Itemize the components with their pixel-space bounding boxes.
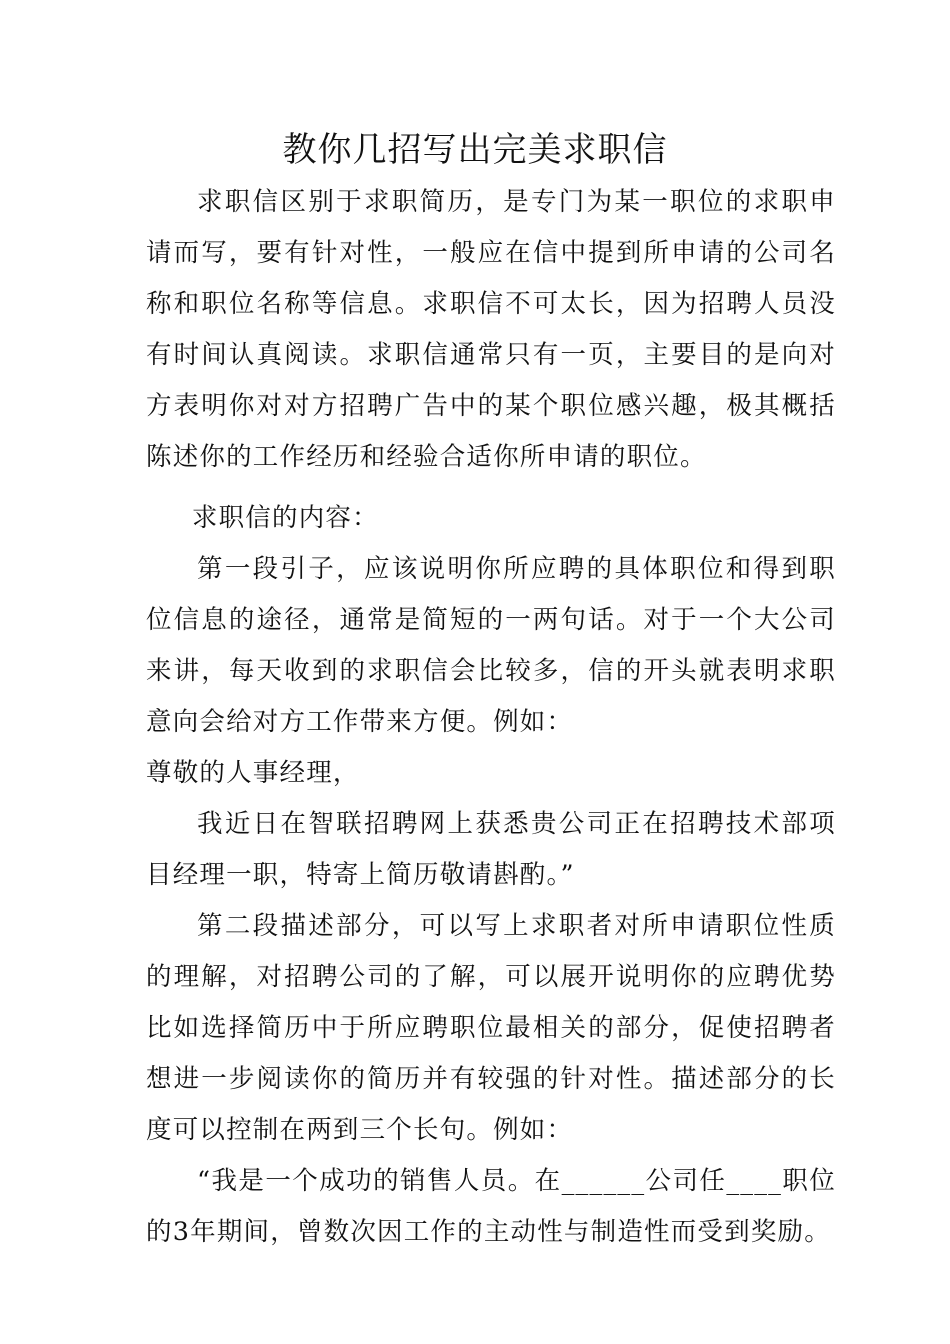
first-section-paragraph: 第一段引子，应该说明你所应聘的具体职位和得到职位信息的途径，通常是简短的一两句话。对于一个大公司来讲，每天收到的求职信会比较多，信的开头就表明求职意向会给对方工作带来方便。例如：: [146, 554, 836, 737]
second-section-paragraph: 第二段描述部分，可以写上求职者对所申请职位性质的理解，对招聘公司的了解，可以展开说明你的应聘优势比如选择简历中于所应聘职位最相关的部分，促使招聘者想进一步阅读你的简历并有较强的针对性。描述部分的长度可以控制在两到三个长句。例如：: [146, 911, 836, 1145]
example-one: 我近日在智联招聘网上获悉贵公司正在招聘技术部项目经理一职，特寄上简历敬请斟酌。”: [146, 809, 836, 890]
content-heading: 求职信的内容：: [191, 503, 379, 533]
salutation: 尊敬的人事经理，: [146, 758, 360, 788]
intro-paragraph: 求职信区别于求职简历，是专门为某一职位的求职申请而写，要有针对性，一般应在信中提到所申请的公司名称和职位名称等信息。求职信不可太长，因为招聘人员没有时间认真阅读。求职信通常只有一页，主要目的是向对方表明你对对方招聘广告中的某个职位感兴趣，极其概括陈述你的工作经历和经验合适你所申请的职位。: [146, 187, 836, 472]
example-two: “我是一个成功的销售人员。在______公司任____职位的3年期间，曾数次因工作的主动性与制造性而受到奖励。: [146, 1166, 836, 1247]
document-title: 教你几招写出完美求职信: [282, 130, 668, 170]
document-body: [146, 177, 836, 1258]
